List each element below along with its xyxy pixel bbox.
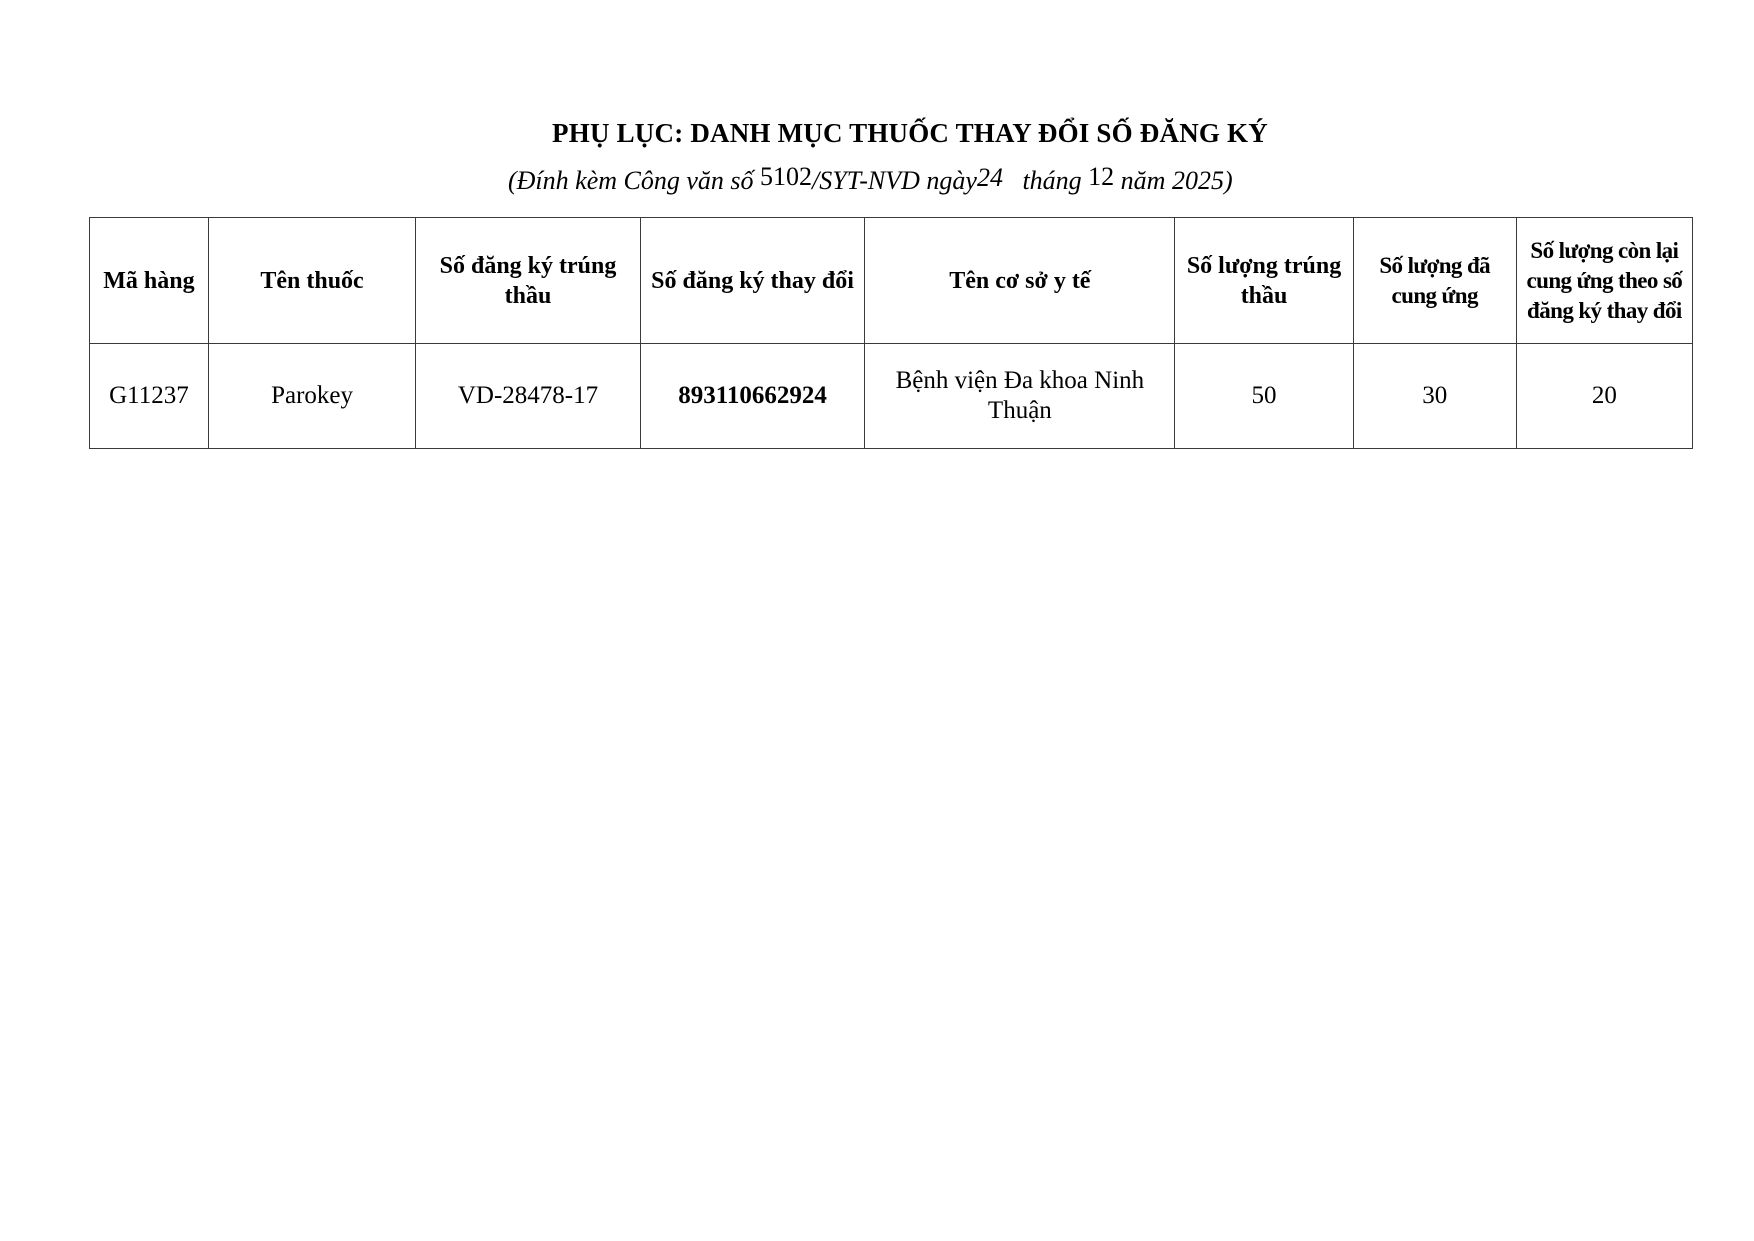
drug-change-table: [89, 217, 1693, 449]
cell-sdk-thay-doi: 893110662924: [640, 344, 865, 449]
cell-ten-co-so: Bệnh viện Đa khoa Ninh Thuận: [865, 344, 1175, 449]
header-sdk-trung-thau: Số đăng ký trúng thầu: [416, 218, 641, 344]
table-row: [90, 344, 1693, 449]
subtitle-mid1: /SYT-NVD ngày: [812, 166, 977, 195]
header-ma-hang: Mã hàng: [90, 218, 209, 344]
table-header-row: [90, 218, 1693, 344]
document-month: 12: [1088, 162, 1115, 191]
subtitle-prefix: (Đính kèm Công văn số: [508, 166, 754, 195]
header-ten-thuoc: Tên thuốc: [208, 218, 415, 344]
header-sl-da-cung-ung: Số lượng đã cung ứng: [1353, 218, 1516, 344]
cell-ten-thuoc: Parokey: [208, 344, 415, 449]
header-sl-con-lai: Số lượng còn lại cung ứng theo số đăng ký thay đổi: [1516, 218, 1692, 344]
document-number: 5102: [760, 162, 813, 191]
subtitle-suffix: năm 2025): [1120, 166, 1233, 195]
header-sl-trung-thau: Số lượng trúng thầu: [1175, 218, 1353, 344]
cell-ma-hang: G11237: [90, 344, 209, 449]
document-subtitle: [508, 162, 1233, 196]
cell-sl-con-lai: 20: [1516, 344, 1692, 449]
cell-sdk-trung-thau: VD-28478-17: [416, 344, 641, 449]
subtitle-mid2: tháng: [1022, 166, 1082, 195]
header-sdk-thay-doi: Số đăng ký thay đổi: [640, 218, 865, 344]
document-title: PHỤ LỤC: DANH MỤC THUỐC THAY ĐỔI SỐ ĐĂNG KÝ: [552, 118, 1268, 148]
header-ten-co-so: Tên cơ sở y tế: [865, 218, 1175, 344]
document-day: 24: [976, 163, 1003, 192]
cell-sl-da-cung-ung: 30: [1353, 344, 1516, 449]
cell-sl-trung-thau: 50: [1175, 344, 1353, 449]
